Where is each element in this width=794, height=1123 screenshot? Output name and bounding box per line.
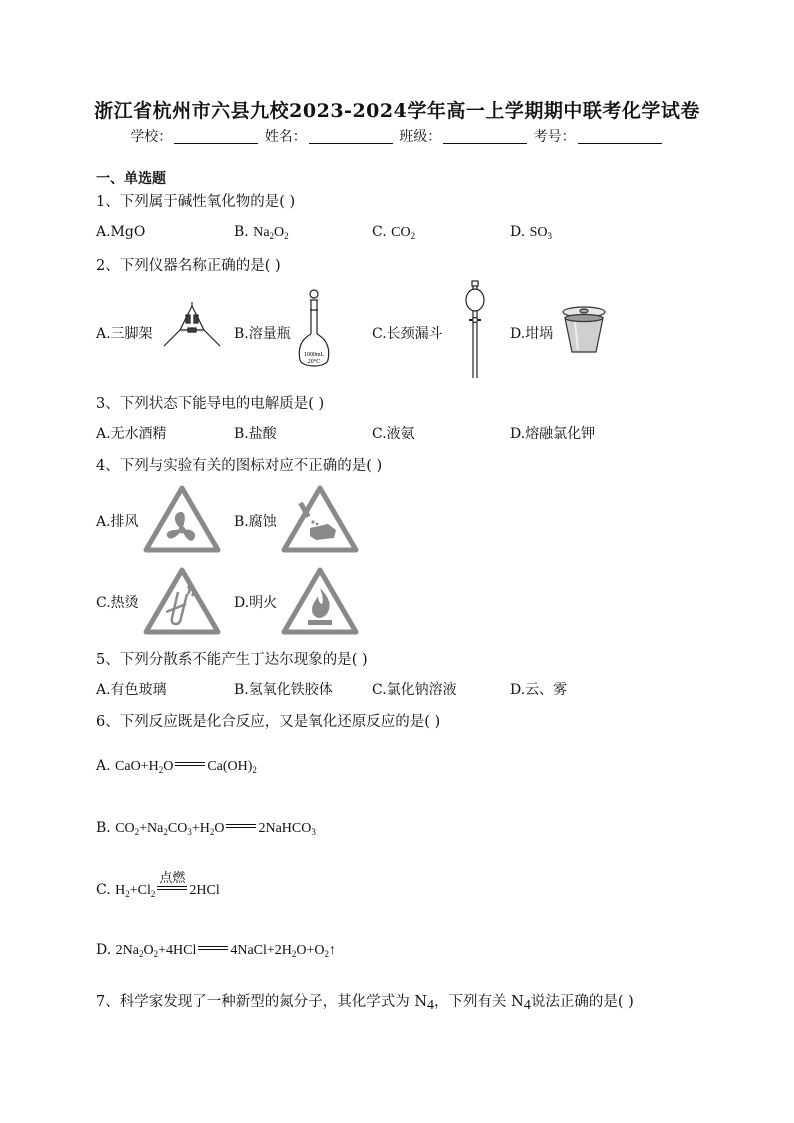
q5-option-a: A.有色玻璃 (96, 682, 167, 698)
name-label: 姓名： (264, 129, 307, 145)
school-label: 学校： (130, 129, 173, 145)
question-1-stem: 1、下列属于碱性氧化物的是( ) (96, 194, 296, 210)
q4-option-b: B.腐蚀 (234, 514, 277, 530)
q6-option-b: B. $CO_2+Na_2CO_3+H_2O$ 2NaHCO$_3$ (96, 820, 316, 837)
q2-option-d: D.坩埚 (510, 326, 554, 342)
corrosion-icon (280, 484, 360, 554)
q6-option-a: A. $CaO+H_2O$ $Ca(OH)_2$ (96, 758, 257, 775)
q2-option-a: A.三脚架 (96, 326, 153, 342)
q1-option-d: D. $SO_3$ (510, 224, 553, 241)
q3-option-a: A.无水酒精 (96, 426, 167, 442)
student-info-line (0, 126, 794, 146)
q1-option-b: B. $Na_2O_2$ (234, 224, 289, 241)
school-blank[interactable] (174, 129, 258, 144)
q5-option-b: B.氢氧化铁胶体 (234, 682, 333, 698)
exam-number-blank[interactable] (578, 129, 662, 144)
hot-tube-icon (142, 566, 222, 636)
q4-option-a: A.排风 (96, 514, 139, 530)
separatory-funnel-icon (460, 280, 490, 380)
question-5-stem: 5、下列分散系不能产生丁达尔现象的是( ) (96, 652, 368, 668)
name-blank[interactable] (309, 129, 393, 144)
question-2-stem: 2、下列仪器名称正确的是( ) (96, 258, 281, 274)
q3-option-c: C.液氨 (372, 426, 415, 442)
exam-number-label: 考号： (533, 129, 576, 145)
q6-option-d: D. $2Na_2O_2+4HCl$ $4NaCl+2H_2O+O_2↑$ (96, 942, 337, 959)
tripod-triangle-icon (160, 302, 224, 354)
q5-option-d: D.云、雾 (510, 682, 568, 698)
q4-option-d: D.明火 (234, 595, 278, 611)
question-4-stem: 4、下列与实验有关的图标对应不正确的是( ) (96, 458, 383, 474)
q2-option-c: C.长颈漏斗 (372, 326, 443, 342)
q6-option-c: C. $H_2+Cl_2$ 点燃 2HCl (96, 882, 220, 899)
question-7-stem: 7、科学家发现了一种新型的氮分子，其化学式为 $N_4$，下列有关 $N_4$说法正确的是( ) (96, 994, 634, 1013)
q3-option-d: D.熔融氯化钾 (510, 426, 596, 442)
class-label: 班级： (399, 129, 442, 145)
volumetric-flask-icon (296, 288, 332, 372)
fan-icon (142, 484, 222, 554)
q2-option-b: B.溶量瓶 (234, 326, 291, 342)
crucible-icon (560, 306, 608, 356)
class-blank[interactable] (443, 129, 527, 144)
section-heading: 一、单选题 (96, 171, 166, 187)
flame-icon (280, 566, 360, 636)
q4-option-c: C.热烫 (96, 595, 139, 611)
flask-temperature-label: 20°C (307, 359, 321, 365)
q3-option-b: B.盐酸 (234, 426, 277, 442)
reaction-condition-label: 点燃 (159, 871, 186, 886)
question-3-stem: 3、下列状态下能导电的电解质是( ) (96, 396, 325, 412)
q5-option-c: C.氯化钠溶液 (372, 682, 457, 698)
q1-option-c: C. $CO_2$ (372, 224, 416, 241)
question-6-stem: 6、下列反应既是化合反应，又是氧化还原反应的是( ) (96, 714, 441, 730)
q1-option-a: A.MgO (96, 224, 146, 240)
flask-volume-label: 1000mL (303, 352, 325, 358)
page-title: 浙江省杭州市六县九校2023-2024学年高一上学期期中联考化学试卷 (94, 100, 700, 122)
